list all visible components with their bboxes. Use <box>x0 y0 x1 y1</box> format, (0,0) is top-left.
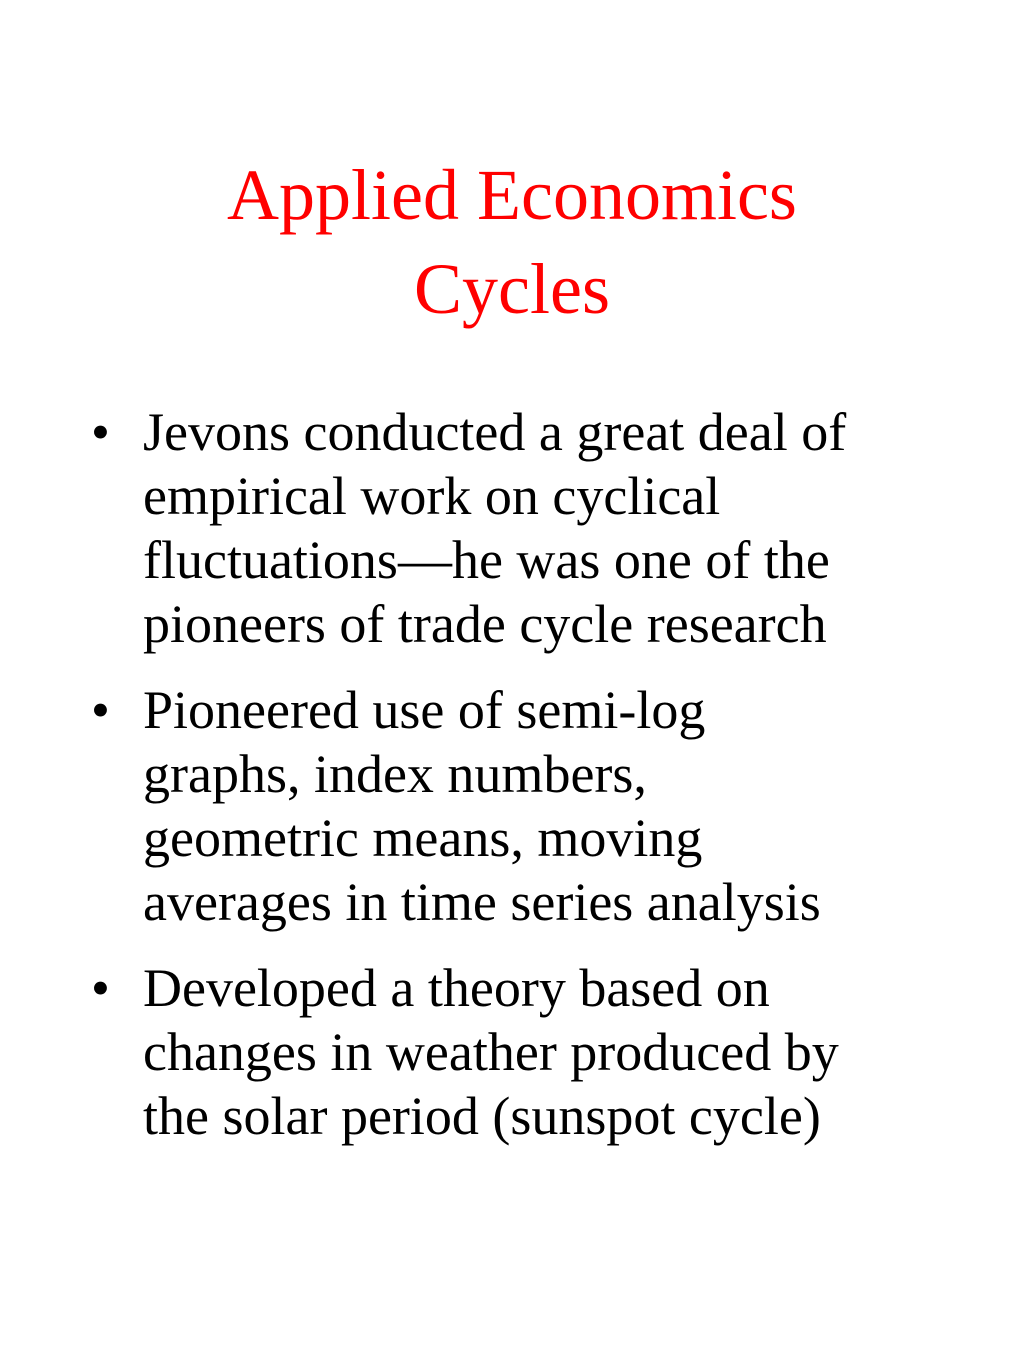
bullet-2-line-2: graphs, index numbers, <box>143 744 647 804</box>
title-line-1: Applied Economics <box>227 155 797 235</box>
bullet-3-line-3: the solar period (sunspot cycle) <box>143 1086 821 1146</box>
bullet-1-line-4: pioneers of trade cycle research <box>143 594 827 654</box>
bullet-marker-icon: • <box>91 958 110 1018</box>
bullet-2-line-1: Pioneered use of semi-log <box>143 680 706 740</box>
bullet-2-line-3: geometric means, moving <box>143 808 703 868</box>
title-line-2: Cycles <box>414 249 610 329</box>
bullet-item-3 <box>85 956 965 1148</box>
slide-title <box>0 148 1024 336</box>
bullet-1-line-2: empirical work on cyclical <box>143 466 721 526</box>
bullet-1-line-1: Jevons conducted a great deal of <box>143 402 847 462</box>
bullet-marker-icon: • <box>91 402 110 462</box>
bullet-3-line-1: Developed a theory based on <box>143 958 770 1018</box>
bullet-marker-icon: • <box>91 680 110 740</box>
bullet-2-line-4: averages in time series analysis <box>143 872 821 932</box>
bullet-list <box>85 400 965 1170</box>
bullet-3-line-2: changes in weather produced by <box>143 1022 839 1082</box>
bullet-item-1 <box>85 400 965 656</box>
bullet-item-2 <box>85 678 965 934</box>
bullet-1-line-3: fluctuations—he was one of the <box>143 530 830 590</box>
